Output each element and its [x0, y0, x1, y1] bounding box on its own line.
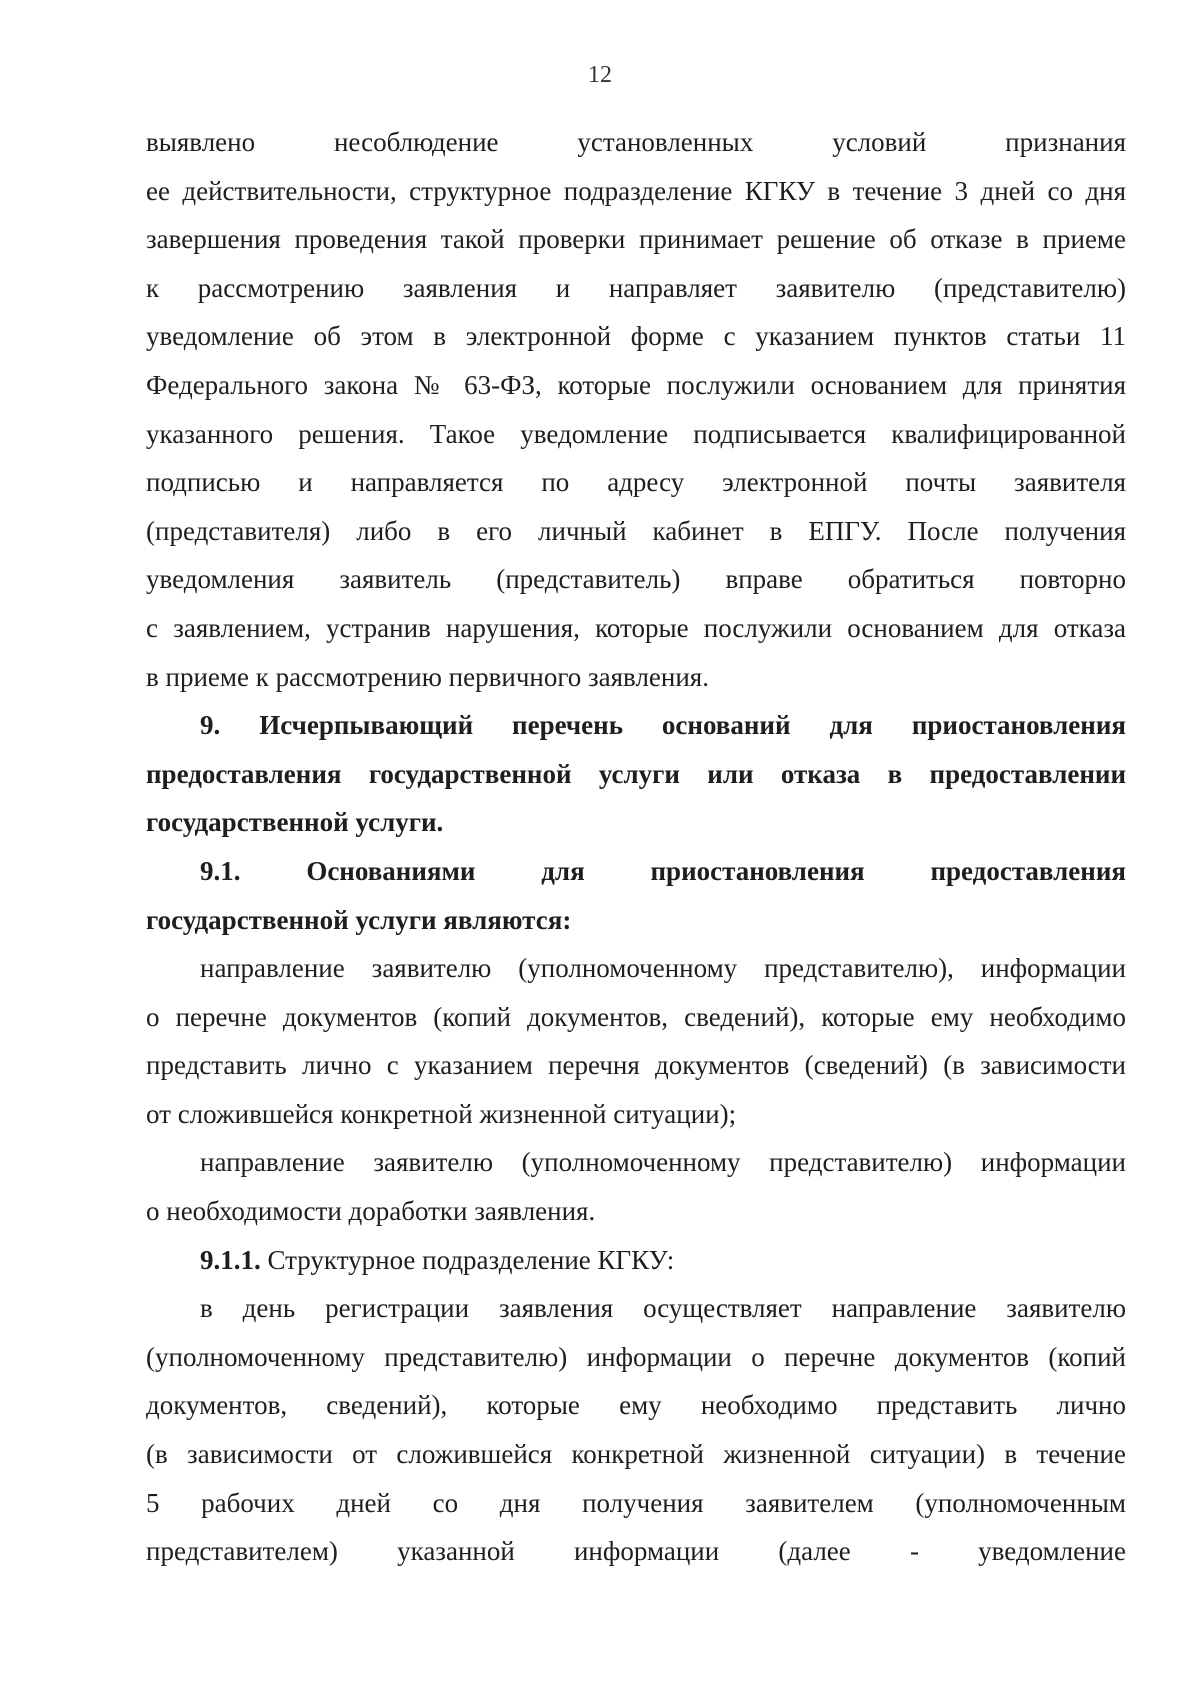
text-line: в приеме к рассмотрению первичного заявления. — [146, 661, 709, 692]
clause-text: Структурное подразделение КГКУ: — [260, 1244, 675, 1275]
heading-line: предоставления государственной услуги или отказа в предоставлении — [146, 758, 1126, 789]
text-line: о перечне документов (копий документов, сведений), которые ему необходимо — [146, 1001, 1126, 1032]
text-line: завершения проведения такой проверки принимает решение об отказе в приеме — [146, 224, 1126, 255]
text-line: 5 рабочих дней со дня получения заявителем (уполномоченным — [146, 1487, 1126, 1518]
text-line: уведомление об этом в электронной форме с указанием пунктов статьи 11 — [146, 321, 1126, 352]
paragraph-documents-list — [146, 944, 1126, 1138]
text-line: направление заявителю (уполномоченному представителю), информации — [200, 953, 1126, 984]
text-line — [146, 1236, 1126, 1285]
text-line: направление заявителю (уполномоченному представителю) информации — [200, 1147, 1126, 1178]
document-body — [146, 118, 1126, 1576]
text-line: представителем) указанной информации (далее - уведомление — [146, 1536, 1126, 1567]
text-line: документов, сведений), которые ему необходимо представить лично — [146, 1390, 1126, 1421]
heading-line: 9.1. Основаниями для приостановления предоставления — [200, 855, 1126, 886]
heading-line: государственной услуги. — [146, 807, 444, 838]
section-heading-9 — [146, 701, 1126, 847]
section-heading-9-1 — [146, 847, 1126, 944]
paragraph-registration-day — [146, 1284, 1126, 1576]
text-line: в день регистрации заявления осуществляет направление заявителю — [200, 1293, 1126, 1324]
paragraph-9-1-1 — [146, 1236, 1126, 1285]
paragraph-refusal-notice — [146, 118, 1126, 701]
text-line: ее действительности, структурное подразделение КГКУ в течение 3 дней со дня — [146, 175, 1126, 206]
text-line: о необходимости доработки заявления. — [146, 1196, 596, 1227]
clause-number: 9.1.1. — [200, 1244, 261, 1275]
text-line: подписью и направляется по адресу электронной почты заявителя — [146, 467, 1126, 498]
text-line: (в зависимости от сложившейся конкретной жизненной ситуации) в течение — [146, 1439, 1126, 1470]
text-line: к рассмотрению заявления и направляет заявителю (представителю) — [146, 272, 1126, 303]
text-line: выявлено несоблюдение установленных условий признания — [146, 127, 1126, 157]
heading-line: 9. Исчерпывающий перечень оснований для приостановления — [200, 710, 1126, 741]
page-number: 12 — [588, 62, 612, 88]
heading-line: государственной услуги являются: — [146, 904, 572, 935]
text-line: (представителя) либо в его личный кабинет в ЕПГУ. После получения — [146, 515, 1126, 546]
text-line: (уполномоченному представителю) информации о перечне документов (копий — [146, 1341, 1126, 1372]
text-line: представить лично с указанием перечня документов (сведений) (в зависимости — [146, 1050, 1126, 1081]
text-line: с заявлением, устранив нарушения, которые послужили основанием для отказа — [146, 612, 1126, 643]
text-line: указанного решения. Такое уведомление подписывается квалифицированной — [146, 418, 1126, 449]
paragraph-revision-notice — [146, 1138, 1126, 1235]
text-line: уведомления заявитель (представитель) вправе обратиться повторно — [146, 564, 1126, 595]
text-line: от сложившейся конкретной жизненной ситуации); — [146, 1098, 737, 1129]
text-line: Федерального закона № 63-ФЗ, которые послужили основанием для принятия — [146, 369, 1126, 400]
